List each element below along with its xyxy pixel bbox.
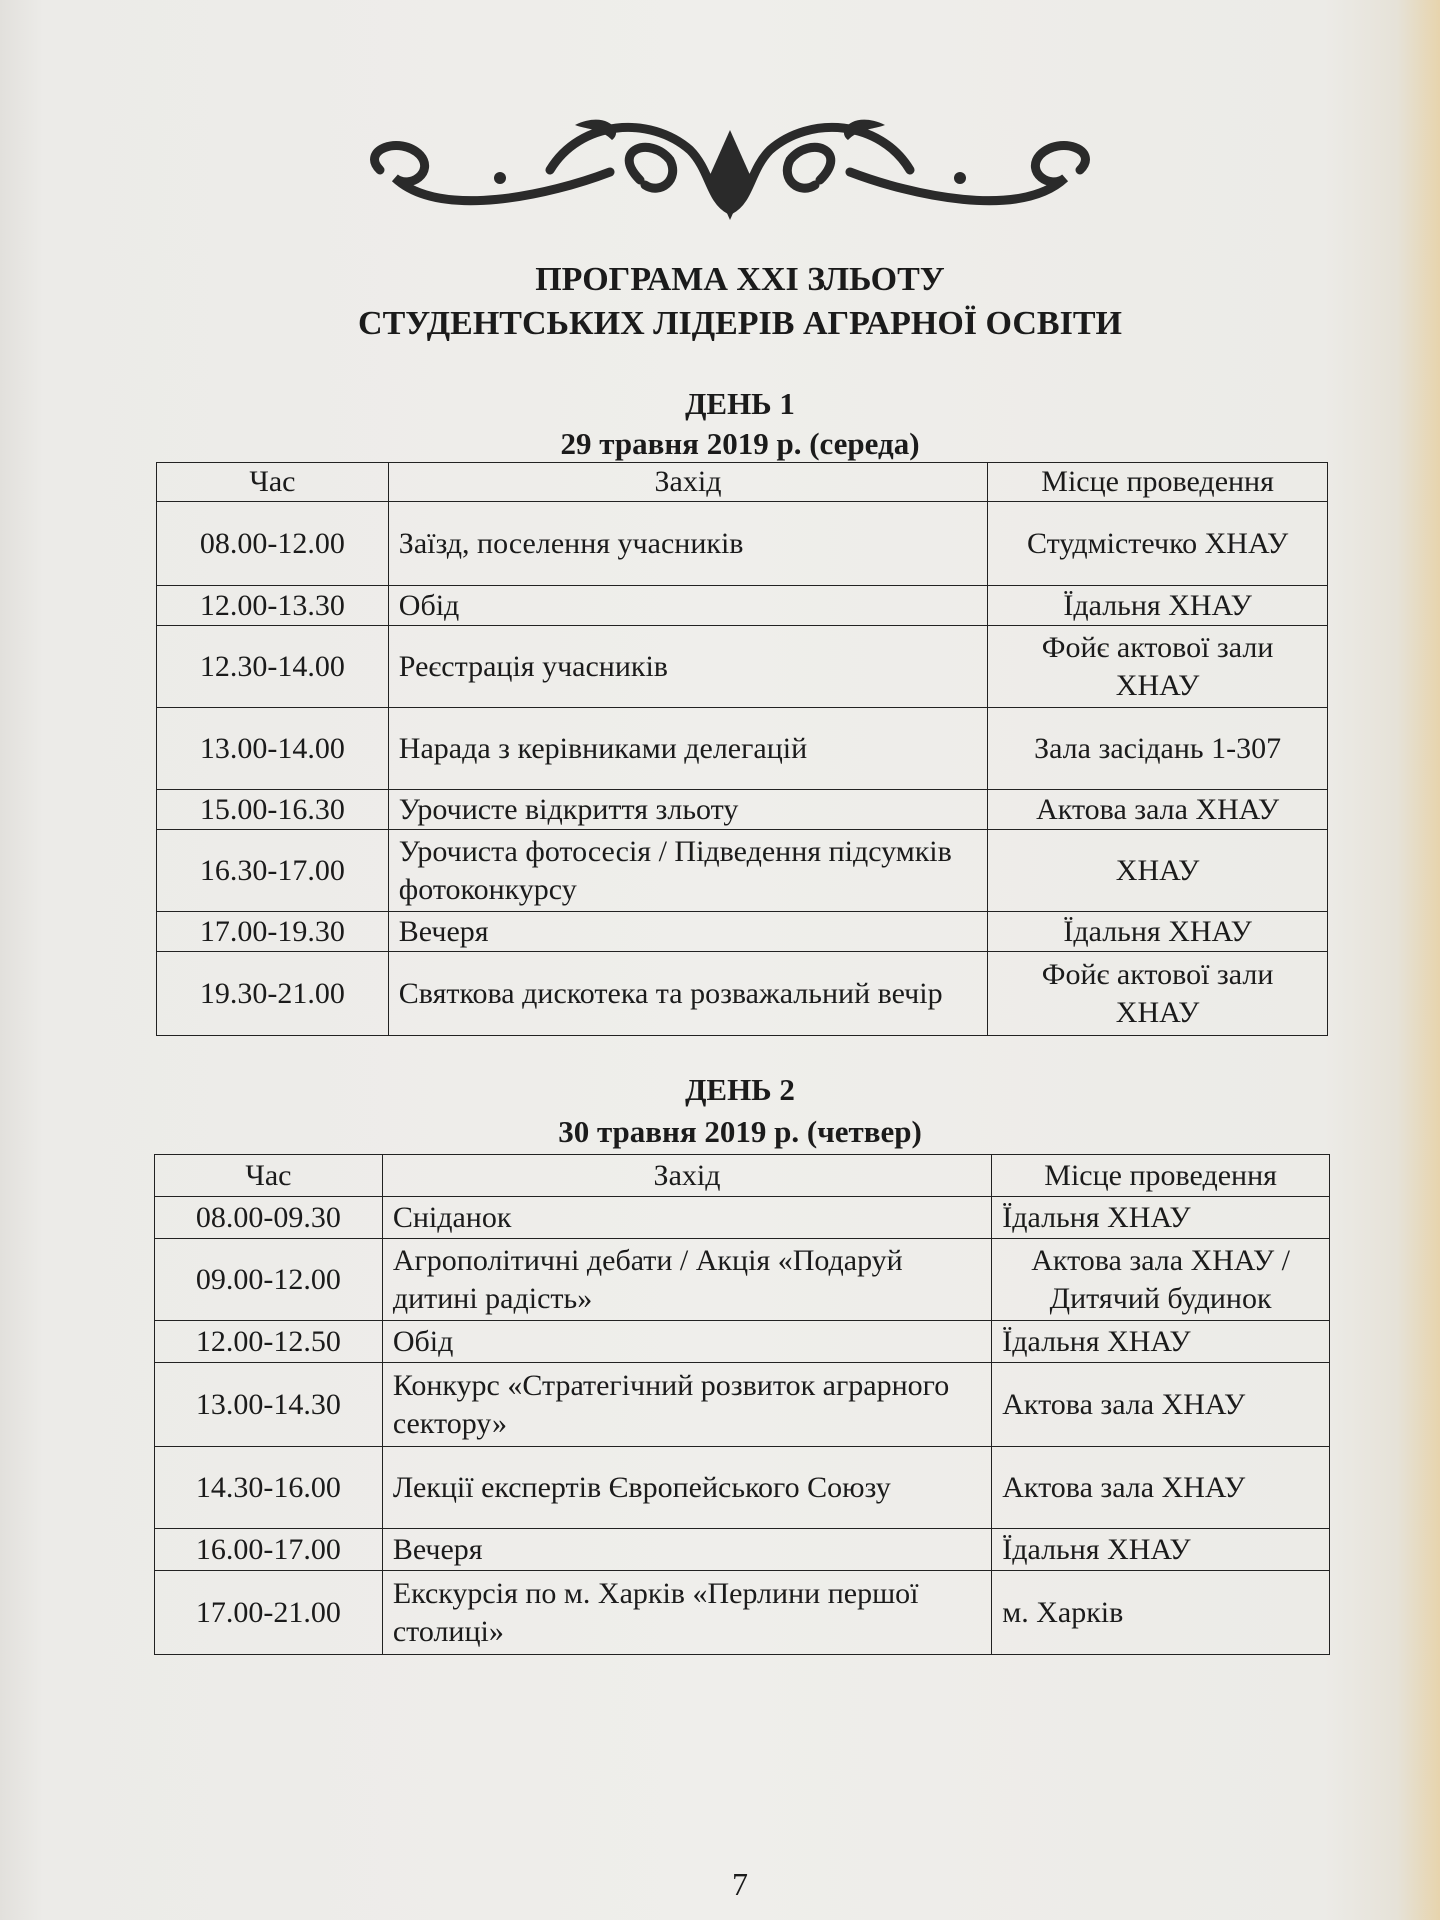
row-time: 12.00-13.30 bbox=[157, 586, 389, 626]
page-number: 7 bbox=[732, 1866, 748, 1902]
ornament-flourish-icon bbox=[350, 110, 1110, 240]
day2-schedule-table bbox=[154, 1154, 1330, 1655]
row-place: Актова зала ХНАУ bbox=[992, 1447, 1330, 1529]
row-place: м. Харків bbox=[992, 1571, 1330, 1655]
row-time: 19.30-21.00 bbox=[157, 952, 389, 1036]
table-row bbox=[157, 708, 1328, 790]
row-time: 08.00-12.00 bbox=[157, 502, 389, 586]
row-time: 12.30-14.00 bbox=[157, 626, 389, 708]
row-event: Святкова дискотека та розважальний вечір bbox=[388, 952, 987, 1036]
program-title-line1: ПРОГРАМА XXI ЗЛЬОТУ bbox=[535, 261, 945, 298]
table-row bbox=[155, 1197, 1330, 1239]
row-time: 16.30-17.00 bbox=[157, 830, 389, 912]
row-place: Їдальня ХНАУ bbox=[988, 912, 1328, 952]
table-row bbox=[155, 1529, 1330, 1571]
row-place: Їдальня ХНАУ bbox=[992, 1197, 1330, 1239]
table-header-row bbox=[157, 463, 1328, 502]
row-event: Лекції експертів Європейського Союзу bbox=[382, 1447, 991, 1529]
row-time: 15.00-16.30 bbox=[157, 790, 389, 830]
row-place: Студмістечко ХНАУ bbox=[988, 502, 1328, 586]
row-place: ХНАУ bbox=[988, 830, 1328, 912]
table-row bbox=[157, 502, 1328, 586]
row-event: Заїзд, поселення учасників bbox=[388, 502, 987, 586]
column-header-time: Час bbox=[157, 463, 389, 502]
row-place: Їдальня ХНАУ bbox=[992, 1529, 1330, 1571]
column-header-time: Час bbox=[155, 1155, 383, 1197]
row-place: Їдальня ХНАУ bbox=[988, 586, 1328, 626]
row-time: 14.30-16.00 bbox=[155, 1447, 383, 1529]
column-header-event: Захід bbox=[382, 1155, 991, 1197]
row-time: 17.00-19.30 bbox=[157, 912, 389, 952]
row-event: Агрополітичні дебати / Акція «Подаруй дитині радість» bbox=[382, 1239, 991, 1321]
day1-label: ДЕНЬ 1 bbox=[685, 386, 795, 421]
table-row bbox=[157, 912, 1328, 952]
row-event: Сніданок bbox=[382, 1197, 991, 1239]
row-place: Фойє актової зали ХНАУ bbox=[988, 626, 1328, 708]
table-row bbox=[155, 1239, 1330, 1321]
program-title-line2: СТУДЕНТСЬКИХ ЛІДЕРІВ АГРАРНОЇ ОСВІТИ bbox=[358, 305, 1122, 342]
row-time: 09.00-12.00 bbox=[155, 1239, 383, 1321]
row-place: Актова зала ХНАУ bbox=[988, 790, 1328, 830]
row-event: Урочиста фотосесія / Підведення підсумків фотоконкурсу bbox=[388, 830, 987, 912]
row-place: Актова зала ХНАУ bbox=[992, 1363, 1330, 1447]
row-time: 16.00-17.00 bbox=[155, 1529, 383, 1571]
row-time: 13.00-14.00 bbox=[157, 708, 389, 790]
row-event: Нарада з керівниками делегацій bbox=[388, 708, 987, 790]
row-time: 12.00-12.50 bbox=[155, 1321, 383, 1363]
row-event: Обід bbox=[382, 1321, 991, 1363]
column-header-place: Місце проведення bbox=[988, 463, 1328, 502]
row-event: Конкурс «Стратегічний розвиток аграрного сектору» bbox=[382, 1363, 991, 1447]
table-row bbox=[157, 586, 1328, 626]
table-row bbox=[155, 1321, 1330, 1363]
table-header-row bbox=[155, 1155, 1330, 1197]
table-row bbox=[155, 1571, 1330, 1655]
row-time: 13.00-14.30 bbox=[155, 1363, 383, 1447]
row-event: Екскурсія по м. Харків «Перлини першої столиці» bbox=[382, 1571, 991, 1655]
table-row bbox=[157, 830, 1328, 912]
table-row bbox=[155, 1363, 1330, 1447]
column-header-place: Місце проведення bbox=[992, 1155, 1330, 1197]
column-header-event: Захід bbox=[388, 463, 987, 502]
row-place: Зала засідань 1-307 bbox=[988, 708, 1328, 790]
row-time: 17.00-21.00 bbox=[155, 1571, 383, 1655]
row-time: 08.00-09.30 bbox=[155, 1197, 383, 1239]
table-row bbox=[157, 626, 1328, 708]
row-event: Урочисте відкриття зльоту bbox=[388, 790, 987, 830]
table-row bbox=[155, 1447, 1330, 1529]
row-place: Їдальня ХНАУ bbox=[992, 1321, 1330, 1363]
table-row bbox=[157, 790, 1328, 830]
day2-date: 30 травня 2019 р. (четвер) bbox=[558, 1114, 922, 1149]
row-place: Актова зала ХНАУ / Дитячий будинок bbox=[992, 1239, 1330, 1321]
day1-schedule-table bbox=[156, 462, 1328, 1036]
day2-label: ДЕНЬ 2 bbox=[685, 1072, 795, 1107]
row-place: Фойє актової зали ХНАУ bbox=[988, 952, 1328, 1036]
table-row bbox=[157, 952, 1328, 1036]
row-event: Вечеря bbox=[388, 912, 987, 952]
day1-date: 29 травня 2019 р. (середа) bbox=[560, 426, 920, 461]
row-event: Вечеря bbox=[382, 1529, 991, 1571]
row-event: Обід bbox=[388, 586, 987, 626]
row-event: Реєстрація учасників bbox=[388, 626, 987, 708]
